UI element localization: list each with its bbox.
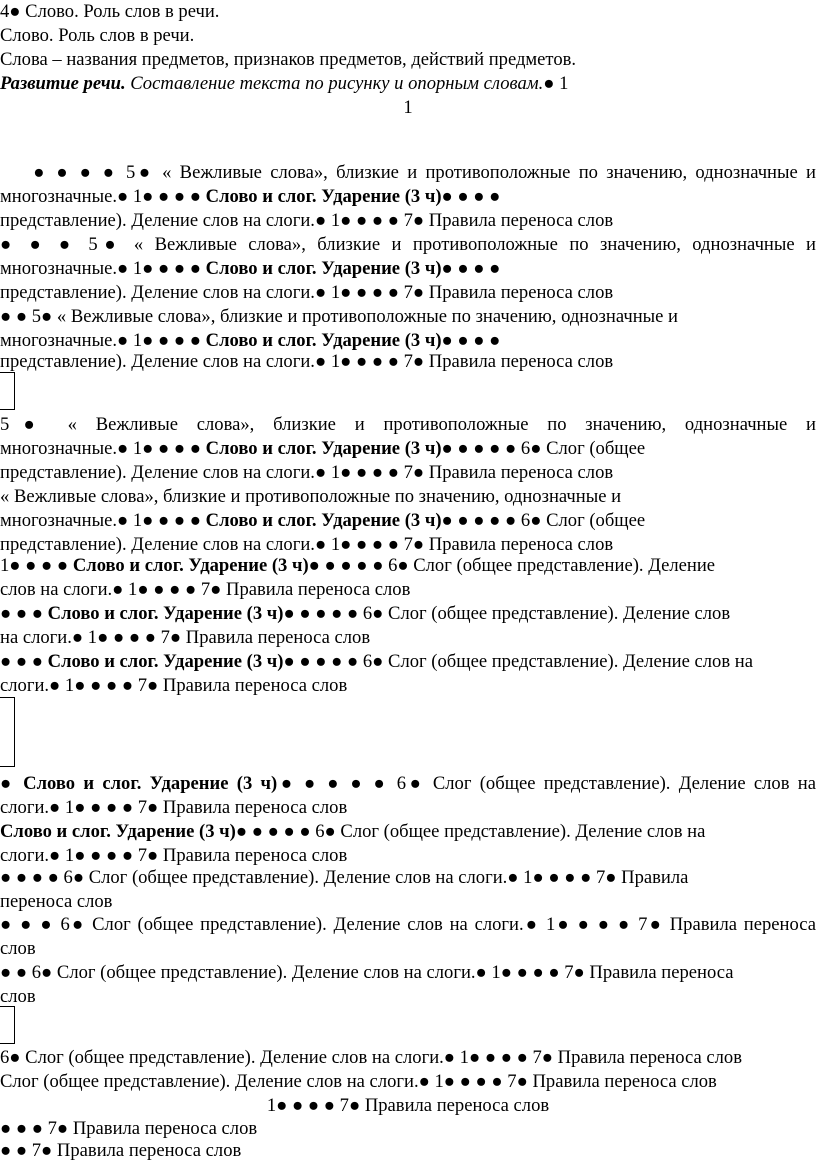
text-line: представление). Деление слов на слоги.● 1● ● ● ● 7● Правила переноса слов: [0, 282, 614, 303]
text-line: ● ● ● Слово и слог. Ударение (3 ч)● ● ● ● ● 6● Слог (общее представление). Деление слов на: [0, 651, 753, 672]
text-line: 1: [403, 97, 413, 118]
text-line: ● ● 6● Слог (общее представление). Деление слов на слоги.● 1● ● ● ● 7● Правила переноса: [0, 962, 734, 983]
text-line: 4● Слово. Роль слов в речи.: [0, 1, 220, 22]
text-line: « Вежливые слова», близкие и противоположные по значению, однозначные и: [0, 486, 622, 507]
frame-box: [0, 1006, 15, 1044]
text-line: ● ● ● 7● Правила переноса слов: [0, 1118, 258, 1139]
text-line: многозначные.● 1● ● ● ● Слово и слог. Ударение (3 ч)● ● ● ●: [0, 258, 501, 279]
text-line: представление). Деление слов на слоги.● 1● ● ● ● 7● Правила переноса слов: [0, 462, 614, 483]
text-line: слов: [0, 986, 36, 1007]
text-line: ● ● ● ● 5● « Вежливые слова», близкие и противоположные по значению, однозначные и: [0, 162, 816, 183]
text-line: слоги.● 1● ● ● ● 7● Правила переноса слов: [0, 797, 348, 818]
text-line: 1● ● ● ● Слово и слог. Ударение (3 ч)● ● ● ● ● 6● Слог (общее представление). Деление: [0, 555, 716, 576]
text-line: многозначные.● 1● ● ● ● Слово и слог. Ударение (3 ч)● ● ● ● ● 6● Слог (общее: [0, 438, 646, 459]
text-line: на слоги.● 1● ● ● ● 7● Правила переноса слов: [0, 627, 371, 648]
text-line: ● ● 5● « Вежливые слова», близкие и противоположные по значению, однозначные и: [0, 306, 678, 327]
text-line: Слово и слог. Ударение (3 ч)● ● ● ● ● 6● Слог (общее представление). Деление слов на: [0, 821, 706, 842]
text-line: ● ● ● 6● Слог (общее представление). Деление слов на слоги.● 1● ● ● ● 7● Правила переноса: [0, 914, 816, 935]
text-line: Слог (общее представление). Деление слов на слоги.● 1● ● ● ● 7● Правила переноса слов: [0, 1071, 717, 1092]
text-line: Развитие речи. Составление текста по рисунку и опорным словам.● 1: [0, 73, 569, 94]
text-line: слоги.● 1● ● ● ● 7● Правила переноса слов: [0, 675, 348, 696]
frame-box: [0, 372, 15, 410]
text-line: переноса слов: [0, 891, 113, 912]
frame-box: [0, 697, 15, 767]
text-line: ● ● ● Слово и слог. Ударение (3 ч)● ● ● ● ● 6● Слог (общее представление). Деление слов: [0, 603, 731, 624]
text-line: Слово. Роль слов в речи.: [0, 25, 195, 46]
text-line: представление). Деление слов на слоги.● 1● ● ● ● 7● Правила переноса слов: [0, 351, 614, 372]
text-line: ● Слово и слог. Ударение (3 ч)● ● ● ● ● 6● Слог (общее представление). Деление слов на: [0, 773, 816, 794]
text-line: многозначные.● 1● ● ● ● Слово и слог. Ударение (3 ч)● ● ● ●: [0, 330, 501, 351]
text-line: 5● « Вежливые слова», близкие и противоположные по значению, однозначные и: [0, 414, 816, 435]
text-line: ● ● 7● Правила переноса слов: [0, 1140, 242, 1161]
text-line: 1● ● ● ● 7● Правила переноса слов: [266, 1095, 550, 1116]
text-line: ● ● ● 5● « Вежливые слова», близкие и противоположные по значению, однозначные и: [0, 234, 816, 255]
text-line: слоги.● 1● ● ● ● 7● Правила переноса слов: [0, 845, 348, 866]
text-line: представление). Деление слов на слоги.● 1● ● ● ● 7● Правила переноса слов: [0, 210, 614, 231]
text-line: слов: [0, 938, 36, 959]
text-line: слов на слоги.● 1● ● ● ● 7● Правила переноса слов: [0, 579, 411, 600]
text-line: Слова – названия предметов, признаков предметов, действий предметов.: [0, 49, 577, 70]
text-line: ● ● ● ● 6● Слог (общее представление). Деление слов на слоги.● 1● ● ● ● 7● Правила: [0, 867, 689, 888]
text-line: многозначные.● 1● ● ● ● Слово и слог. Ударение (3 ч)● ● ● ● ● 6● Слог (общее: [0, 510, 646, 531]
text-line: представление). Деление слов на слоги.● 1● ● ● ● 7● Правила переноса слов: [0, 534, 614, 555]
text-line: многозначные.● 1● ● ● ● Слово и слог. Ударение (3 ч)● ● ● ●: [0, 186, 501, 207]
text-line: 6● Слог (общее представление). Деление слов на слоги.● 1● ● ● ● 7● Правила переноса слов: [0, 1047, 742, 1068]
